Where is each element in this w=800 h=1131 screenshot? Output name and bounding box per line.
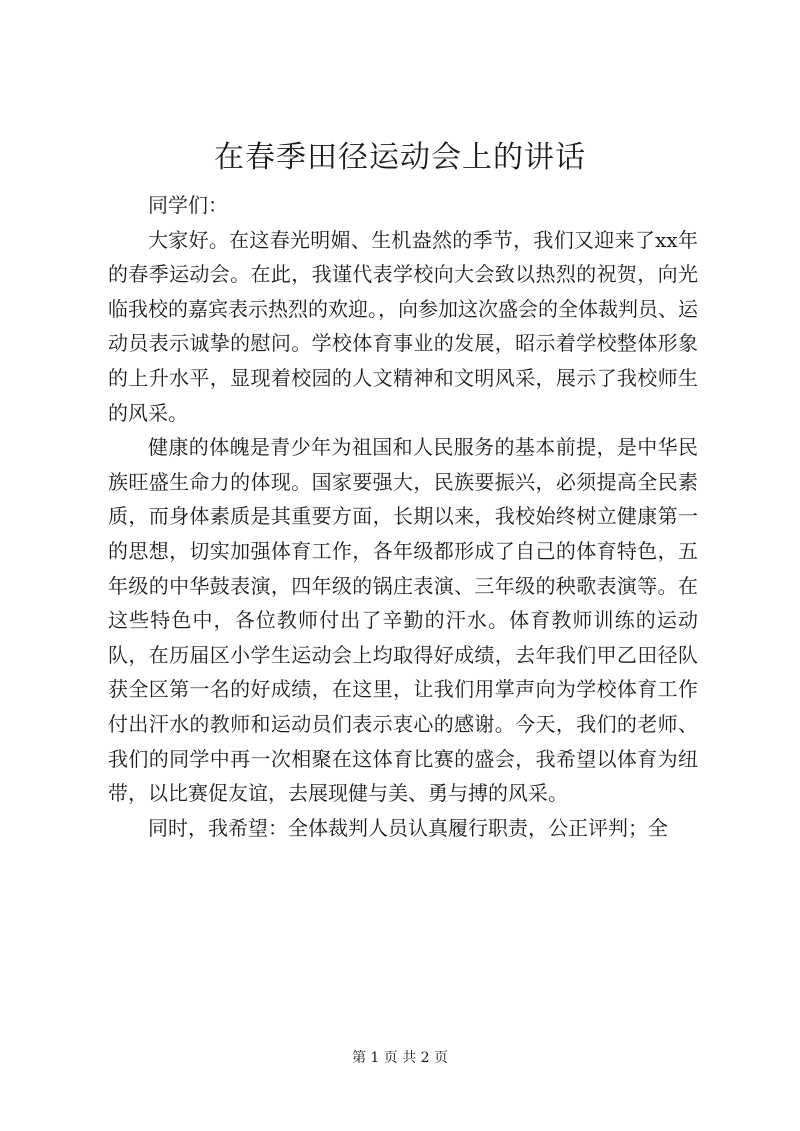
document-title: 在春季田径运动会上的讲话 — [214, 140, 586, 175]
body-paragraph-3: 同时，我希望：全体裁判人员认真履行职责，公正评判；全 — [148, 815, 668, 840]
body-paragraph-1: 大家好。在这春光明媚、生机盎然的季节，我们又迎来了xx年的春季运动会。在此，我谨代表学校向大会致以热烈的祝贺，向光临我校的嘉宾表示热烈的欢迎。，向参加这次盛会的全体裁判员、运动员表示诚挚的慰问。学校体育事业的发展，昭示着学校整体形象的上升水平，显现着校园的人文精神和文明风采，展示了我校师生的风采。 — [108, 227, 698, 425]
document-body — [108, 188, 698, 845]
salutation-paragraph: 同学们： — [148, 193, 228, 217]
body-paragraph-2: 健康的体魄是青少年为祖国和人民服务的基本前提，是中华民族旺盛生命力的体现。国家要强大，民族要振兴，必须提高全民素质，而身体素质是其重要方面，长期以来，我校始终树立健康第一的思想，切实加强体育工作，各年级都形成了自己的体育特色，五年级的中华鼓表演，四年级的锅庄表演、三年级的秧歌表演等。在这些特色中，各位教师付出了辛勤的汗水。体育教师训练的运动队，在历届区小学生运动会上均取得好成绩，去年我们甲乙田径队获全区第一名的好成绩，在这里，让我们用掌声向为学校体育工作付出汗水的教师和运动员们表示衷心的感谢。今天，我们的老师、我们的同学中再一次相聚在这体育比赛的盛会，我希望以体育为纽带，以比赛促友谊，去展现健与美、勇与搏的风采。 — [108, 435, 698, 806]
page-footer: 第 1 页 共 2 页 — [351, 1050, 449, 1066]
